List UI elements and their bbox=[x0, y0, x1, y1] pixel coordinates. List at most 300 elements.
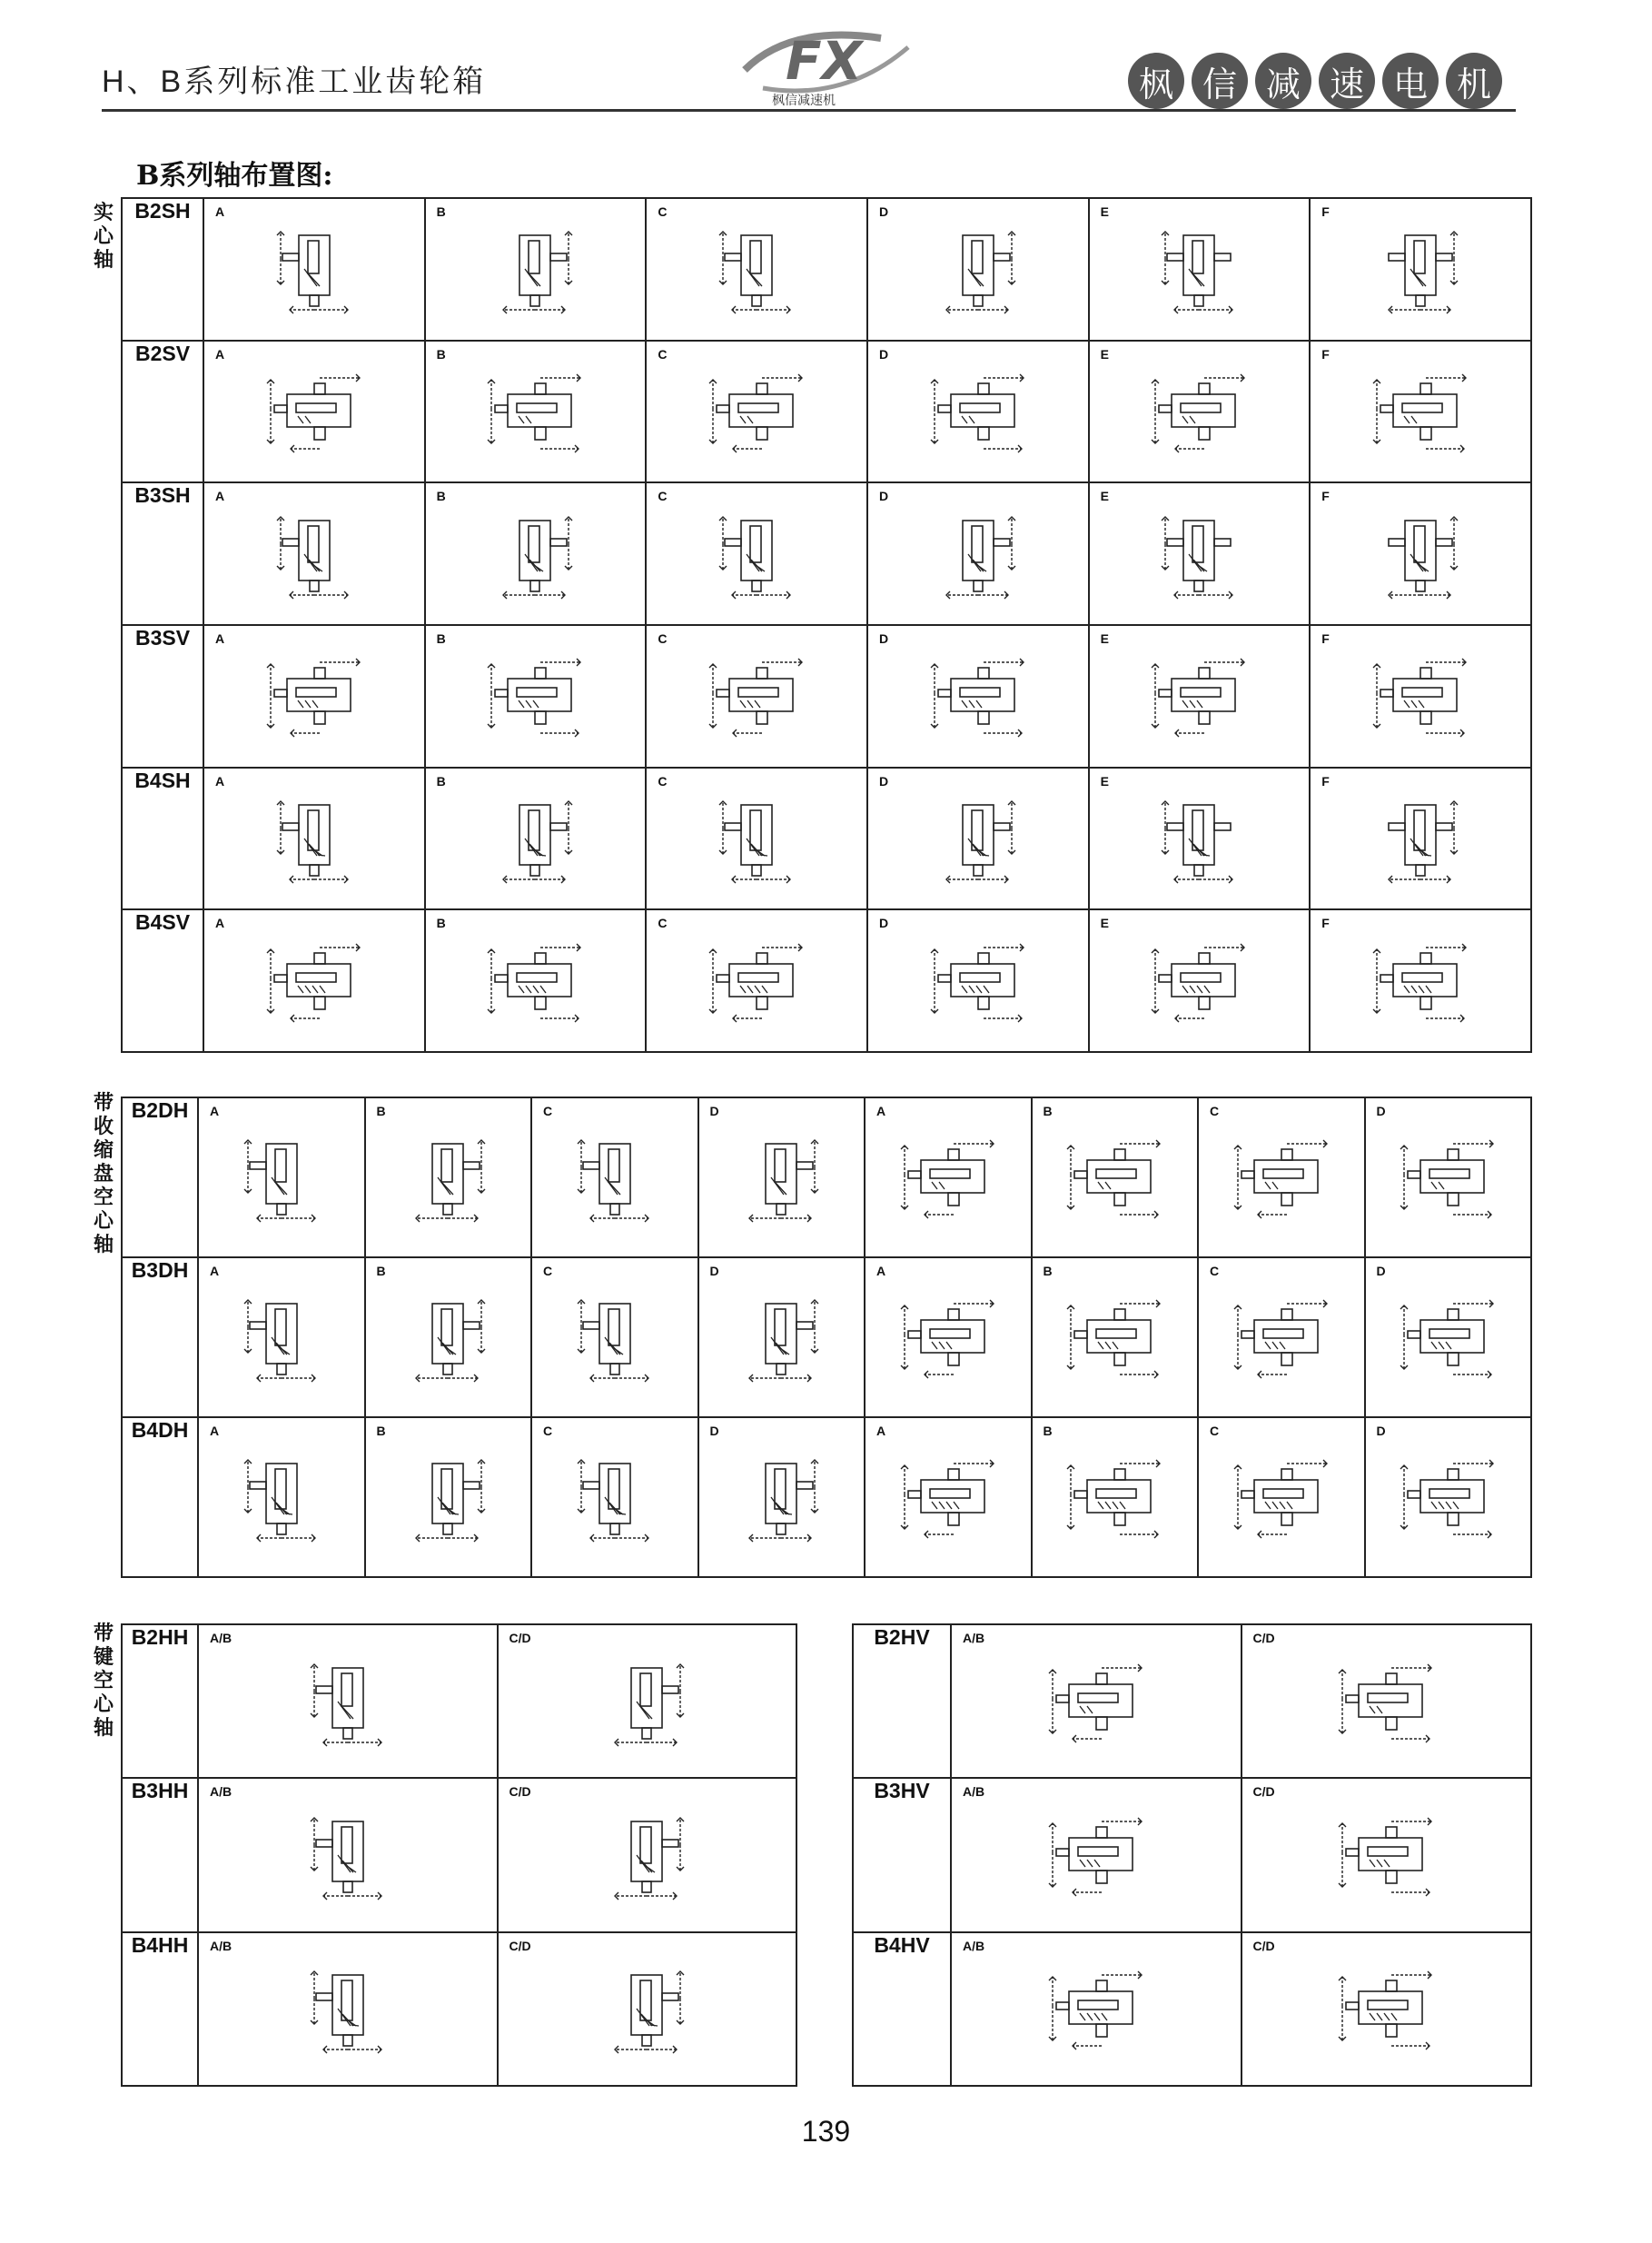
table-row bbox=[122, 1097, 1531, 1257]
diagram-wrap bbox=[199, 1625, 497, 1777]
svg-text:FX: FX bbox=[786, 30, 863, 92]
arrangement-cell bbox=[531, 1417, 698, 1577]
position-label: C bbox=[543, 1104, 553, 1118]
shaft-arrangement-diagram bbox=[1357, 362, 1484, 462]
diagram-wrap bbox=[204, 769, 424, 909]
position-label: B bbox=[376, 1264, 386, 1278]
position-label: B bbox=[1043, 1424, 1053, 1438]
shaft-arrangement-diagram bbox=[928, 219, 1028, 319]
arrangement-cell bbox=[865, 1257, 1032, 1417]
keyed-hollow-right-table bbox=[852, 1623, 1532, 2087]
diagram-wrap bbox=[1311, 769, 1530, 909]
arrangement-cell bbox=[1241, 1932, 1532, 2086]
position-label: C bbox=[658, 916, 668, 931]
diagram-wrap bbox=[1199, 1258, 1364, 1416]
logo-caption: 枫信减速机 bbox=[772, 93, 836, 107]
table-row bbox=[122, 1417, 1531, 1577]
shaft-arrangement-diagram bbox=[232, 1127, 331, 1227]
arrangement-cell bbox=[1032, 1417, 1199, 1577]
shaft-arrangement-diagram bbox=[1051, 1127, 1178, 1227]
shaft-arrangement-diagram bbox=[1149, 219, 1249, 319]
position-label: C/D bbox=[1252, 1784, 1275, 1800]
position-label: B bbox=[376, 1104, 386, 1118]
position-label: C bbox=[658, 773, 668, 789]
model-label: B3HV bbox=[853, 1778, 951, 1931]
shaft-arrangement-diagram bbox=[1384, 1287, 1511, 1387]
arrangement-cell bbox=[1241, 1624, 1532, 1778]
diagram-wrap bbox=[426, 910, 646, 1051]
position-label: D bbox=[878, 489, 889, 504]
model-label: B3DH bbox=[122, 1257, 198, 1417]
shaft-arrangement-diagram bbox=[1218, 1447, 1345, 1547]
arrangement-cell bbox=[531, 1257, 698, 1417]
arrangement-cell bbox=[867, 341, 1089, 483]
shaft-arrangement-diagram bbox=[1322, 1652, 1449, 1752]
diagram-wrap bbox=[647, 483, 866, 624]
shaft-arrangement-diagram bbox=[1149, 789, 1249, 888]
position-label: A bbox=[210, 1424, 220, 1438]
position-label: F bbox=[1321, 489, 1330, 504]
diagram-wrap bbox=[1090, 769, 1310, 909]
shaft-arrangement-diagram bbox=[565, 1127, 665, 1227]
diagram-wrap bbox=[1242, 1933, 1531, 2085]
group-label-keyed: 带 键 空 心 轴 bbox=[93, 1623, 114, 1740]
model-label: B4SH bbox=[122, 768, 203, 910]
position-label: A bbox=[215, 489, 225, 504]
shaft-arrangement-diagram bbox=[398, 1127, 498, 1227]
shaft-arrangement-diagram bbox=[1384, 1447, 1511, 1547]
diagram-wrap bbox=[699, 1258, 865, 1416]
shaft-arrangement-diagram bbox=[1384, 1127, 1511, 1227]
diagram-wrap bbox=[199, 1779, 497, 1930]
diagram-wrap bbox=[866, 1098, 1031, 1256]
position-label: A bbox=[215, 630, 225, 646]
shaft-arrangement-diagram bbox=[1135, 362, 1262, 462]
diagram-wrap bbox=[366, 1258, 531, 1416]
model-label: B3HH bbox=[122, 1778, 198, 1931]
shaft-arrangement-diagram bbox=[707, 789, 806, 888]
arrangement-cell bbox=[425, 198, 647, 341]
position-label: A bbox=[876, 1424, 886, 1438]
diagram-wrap bbox=[1311, 199, 1530, 340]
shaft-arrangement-diagram bbox=[264, 504, 364, 604]
diagram-wrap bbox=[499, 1779, 796, 1930]
shaft-arrangement-diagram bbox=[398, 1447, 498, 1547]
shaft-arrangement-diagram bbox=[485, 504, 585, 604]
shaft-arrangement-diagram bbox=[1357, 646, 1484, 746]
position-label: C bbox=[543, 1264, 553, 1278]
shaft-arrangement-diagram bbox=[398, 1287, 498, 1387]
arrangement-cell bbox=[646, 625, 867, 768]
position-label: A/B bbox=[963, 1784, 985, 1800]
diagram-wrap bbox=[1090, 342, 1310, 482]
diagram-wrap bbox=[952, 1779, 1241, 1930]
shaft-arrangement-diagram bbox=[565, 1287, 665, 1387]
shaft-arrangement-diagram bbox=[1051, 1447, 1178, 1547]
position-label: D bbox=[709, 1264, 719, 1278]
shaft-arrangement-diagram bbox=[298, 1805, 398, 1905]
brand-name bbox=[1128, 53, 1502, 109]
diagram-wrap bbox=[366, 1418, 531, 1576]
shaft-arrangement-diagram bbox=[1135, 931, 1262, 1031]
position-label: C/D bbox=[509, 1784, 531, 1800]
arrangement-cell bbox=[1241, 1778, 1532, 1931]
diagram-wrap bbox=[532, 1098, 697, 1256]
model-label: B2SV bbox=[122, 341, 203, 483]
shaft-arrangement-diagram bbox=[298, 1959, 398, 2059]
arrangement-cell bbox=[203, 909, 425, 1052]
arrangement-cell bbox=[646, 768, 867, 910]
position-label: A/B bbox=[210, 1938, 232, 1953]
table-row bbox=[122, 625, 1531, 768]
arrangement-cell bbox=[1198, 1257, 1365, 1417]
position-label: B bbox=[1043, 1104, 1053, 1118]
shaft-arrangement-diagram bbox=[597, 1652, 697, 1752]
diagram-wrap bbox=[204, 626, 424, 767]
brand-char: 速 bbox=[1319, 53, 1375, 109]
diagram-wrap bbox=[1090, 910, 1310, 1051]
arrangement-cell bbox=[198, 1257, 365, 1417]
diagram-wrap bbox=[868, 910, 1088, 1051]
shaft-arrangement-diagram bbox=[731, 1127, 831, 1227]
shaft-arrangement-diagram bbox=[1033, 1805, 1160, 1905]
diagram-wrap bbox=[647, 626, 866, 767]
position-label: A bbox=[215, 916, 225, 931]
position-label: C/D bbox=[509, 1631, 531, 1645]
position-label: C/D bbox=[1252, 1938, 1275, 1953]
shaft-arrangement-diagram bbox=[1135, 646, 1262, 746]
position-label: B bbox=[436, 204, 446, 219]
diagram-wrap bbox=[204, 342, 424, 482]
position-label: F bbox=[1321, 346, 1330, 362]
shaft-arrangement-diagram bbox=[693, 362, 820, 462]
arrangement-cell bbox=[867, 482, 1089, 625]
keyed-hollow-left-table bbox=[121, 1623, 797, 2087]
arrangement-cell bbox=[1365, 1097, 1532, 1257]
model-label: B3SV bbox=[122, 625, 203, 768]
arrangement-cell bbox=[867, 768, 1089, 910]
shaft-arrangement-diagram bbox=[485, 789, 585, 888]
shaft-arrangement-diagram bbox=[1322, 1805, 1449, 1905]
diagram-wrap bbox=[868, 199, 1088, 340]
diagram-wrap bbox=[952, 1933, 1241, 2085]
table-row bbox=[853, 1932, 1531, 2086]
diagram-wrap bbox=[199, 1933, 497, 2085]
shaft-arrangement-diagram bbox=[597, 1959, 697, 2059]
arrangement-cell bbox=[646, 909, 867, 1052]
diagram-wrap bbox=[1033, 1258, 1198, 1416]
position-label: B bbox=[436, 489, 446, 504]
arrangement-cell bbox=[425, 341, 647, 483]
position-label: D bbox=[878, 916, 889, 931]
shaft-arrangement-diagram bbox=[1033, 1652, 1160, 1752]
diagram-wrap bbox=[1033, 1418, 1198, 1576]
model-label: B4SV bbox=[122, 909, 203, 1052]
diagram-wrap bbox=[499, 1933, 796, 2085]
arrangement-cell bbox=[425, 909, 647, 1052]
diagram-wrap bbox=[426, 626, 646, 767]
position-label: B bbox=[436, 773, 446, 789]
shaft-arrangement-diagram bbox=[1370, 219, 1470, 319]
position-label: D bbox=[878, 346, 889, 362]
diagram-wrap bbox=[1090, 626, 1310, 767]
shaft-arrangement-diagram bbox=[251, 646, 378, 746]
position-label: A bbox=[876, 1104, 886, 1118]
arrangement-cell bbox=[951, 1624, 1241, 1778]
shaft-arrangement-diagram bbox=[1218, 1127, 1345, 1227]
position-label: F bbox=[1321, 204, 1330, 219]
brand-char: 减 bbox=[1255, 53, 1311, 109]
position-label: D bbox=[709, 1424, 719, 1438]
shaft-arrangement-diagram bbox=[1322, 1959, 1449, 2059]
arrangement-cell bbox=[203, 625, 425, 768]
diagram-wrap bbox=[647, 342, 866, 482]
diagram-wrap bbox=[647, 910, 866, 1051]
position-label: F bbox=[1321, 773, 1330, 789]
position-label: E bbox=[1100, 630, 1109, 646]
brand-char: 电 bbox=[1382, 53, 1439, 109]
shaft-arrangement-diagram bbox=[1149, 504, 1249, 604]
diagram-wrap bbox=[866, 1418, 1031, 1576]
position-label: D bbox=[878, 204, 889, 219]
arrangement-cell bbox=[867, 198, 1089, 341]
position-label: C bbox=[658, 346, 668, 362]
diagram-wrap bbox=[199, 1258, 364, 1416]
arrangement-cell bbox=[951, 1932, 1241, 2086]
shaft-arrangement-diagram bbox=[471, 646, 598, 746]
position-label: A bbox=[215, 346, 225, 362]
diagram-wrap bbox=[952, 1625, 1241, 1777]
shaft-arrangement-diagram bbox=[707, 504, 806, 604]
shaft-arrangement-diagram bbox=[471, 362, 598, 462]
diagram-wrap bbox=[866, 1258, 1031, 1416]
arrangement-cell bbox=[198, 1624, 498, 1778]
arrangement-cell bbox=[867, 625, 1089, 768]
diagram-wrap bbox=[532, 1258, 697, 1416]
arrangement-cell bbox=[1089, 198, 1311, 341]
shaft-arrangement-diagram bbox=[1370, 504, 1470, 604]
position-label: E bbox=[1100, 773, 1109, 789]
arrangement-cell bbox=[365, 1257, 532, 1417]
group-label-solid: 实 心 轴 bbox=[93, 202, 114, 272]
position-label: A/B bbox=[963, 1938, 985, 1953]
diagram-wrap bbox=[199, 1418, 364, 1576]
position-label: D bbox=[1376, 1104, 1386, 1118]
arrangement-cell bbox=[425, 482, 647, 625]
diagram-wrap bbox=[1311, 483, 1530, 624]
table-row bbox=[122, 482, 1531, 625]
model-label: B2DH bbox=[122, 1097, 198, 1257]
table-row bbox=[853, 1624, 1531, 1778]
shaft-arrangement-diagram bbox=[885, 1287, 1012, 1387]
arrangement-cell bbox=[531, 1097, 698, 1257]
arrangement-cell bbox=[1310, 482, 1531, 625]
diagram-wrap bbox=[426, 199, 646, 340]
diagram-wrap bbox=[1090, 199, 1310, 340]
diagram-wrap bbox=[1311, 910, 1530, 1051]
solid-shaft-table bbox=[121, 197, 1532, 1053]
arrangement-cell bbox=[646, 482, 867, 625]
table-row bbox=[122, 1257, 1531, 1417]
diagram-wrap bbox=[1311, 342, 1530, 482]
arrangement-cell bbox=[203, 198, 425, 341]
model-label: B4DH bbox=[122, 1417, 198, 1577]
position-label: D bbox=[878, 773, 889, 789]
table-row bbox=[122, 768, 1531, 910]
diagram-wrap bbox=[868, 483, 1088, 624]
table-row bbox=[122, 198, 1531, 341]
position-label: E bbox=[1100, 916, 1109, 931]
arrangement-cell bbox=[1032, 1097, 1199, 1257]
arrangement-cell bbox=[1032, 1257, 1199, 1417]
model-label: B2HV bbox=[853, 1624, 951, 1778]
position-label: C bbox=[658, 630, 668, 646]
arrangement-cell bbox=[198, 1778, 498, 1931]
arrangement-cell bbox=[1198, 1097, 1365, 1257]
arrangement-cell bbox=[203, 768, 425, 910]
position-label: C bbox=[658, 489, 668, 504]
position-label: B bbox=[1043, 1264, 1053, 1278]
group-label-shrink: 带 收 缩 盘 空 心 轴 bbox=[93, 1092, 114, 1256]
diagram-wrap bbox=[1199, 1418, 1364, 1576]
arrangement-cell bbox=[1089, 341, 1311, 483]
shaft-arrangement-diagram bbox=[915, 362, 1042, 462]
arrangement-cell bbox=[203, 341, 425, 483]
header-rule bbox=[102, 109, 1516, 112]
arrangement-cell bbox=[646, 198, 867, 341]
position-label: E bbox=[1100, 346, 1109, 362]
diagram-wrap bbox=[532, 1418, 697, 1576]
position-label: B bbox=[436, 346, 446, 362]
table-row bbox=[122, 1624, 796, 1778]
diagram-wrap bbox=[426, 483, 646, 624]
position-label: C bbox=[1210, 1104, 1220, 1118]
shaft-arrangement-diagram bbox=[885, 1447, 1012, 1547]
position-label: A bbox=[876, 1264, 886, 1278]
table-row bbox=[122, 909, 1531, 1052]
arrangement-cell bbox=[865, 1097, 1032, 1257]
position-label: A/B bbox=[963, 1631, 985, 1645]
arrangement-cell bbox=[1089, 625, 1311, 768]
diagram-wrap bbox=[868, 342, 1088, 482]
arrangement-cell bbox=[365, 1097, 532, 1257]
arrangement-cell bbox=[1310, 198, 1531, 341]
arrangement-cell bbox=[1310, 909, 1531, 1052]
page-number: 139 bbox=[801, 2115, 851, 2148]
shaft-arrangement-diagram bbox=[1051, 1287, 1178, 1387]
header-title: H、B系列标准工业齿轮箱 bbox=[102, 65, 487, 99]
shaft-arrangement-diagram bbox=[251, 362, 378, 462]
arrangement-cell bbox=[867, 909, 1089, 1052]
diagram-wrap bbox=[1090, 483, 1310, 624]
shrink-disc-table bbox=[121, 1097, 1532, 1578]
model-label: B3SH bbox=[122, 482, 203, 625]
diagram-wrap bbox=[204, 910, 424, 1051]
arrangement-cell bbox=[365, 1417, 532, 1577]
shaft-arrangement-diagram bbox=[251, 931, 378, 1031]
arrangement-cell bbox=[1089, 482, 1311, 625]
diagram-wrap bbox=[868, 769, 1088, 909]
position-label: A bbox=[210, 1104, 220, 1118]
arrangement-cell bbox=[865, 1417, 1032, 1577]
diagram-wrap bbox=[199, 1098, 364, 1256]
diagram-wrap bbox=[204, 199, 424, 340]
arrangement-cell bbox=[425, 625, 647, 768]
brand-char: 机 bbox=[1446, 53, 1502, 109]
arrangement-cell bbox=[425, 768, 647, 910]
model-label: B4HV bbox=[853, 1932, 951, 2086]
model-label: B2HH bbox=[122, 1624, 198, 1778]
diagram-wrap bbox=[699, 1098, 865, 1256]
model-label: B4HH bbox=[122, 1932, 198, 2086]
diagram-wrap bbox=[1033, 1098, 1198, 1256]
shaft-arrangement-diagram bbox=[693, 931, 820, 1031]
arrangement-cell bbox=[646, 341, 867, 483]
arrangement-cell bbox=[198, 1417, 365, 1577]
position-label: A/B bbox=[210, 1784, 232, 1800]
diagram-wrap bbox=[1242, 1625, 1531, 1777]
arrangement-cell bbox=[951, 1778, 1241, 1931]
diagram-wrap bbox=[1366, 1418, 1531, 1576]
section-title: B系列轴布置图: bbox=[136, 160, 333, 192]
diagram-wrap bbox=[204, 483, 424, 624]
arrangement-cell bbox=[198, 1097, 365, 1257]
shaft-arrangement-diagram bbox=[885, 1127, 1012, 1227]
position-label: C/D bbox=[509, 1938, 531, 1953]
arrangement-cell bbox=[698, 1417, 866, 1577]
shaft-arrangement-diagram bbox=[232, 1287, 331, 1387]
brand-char: 枫 bbox=[1128, 53, 1184, 109]
diagram-wrap bbox=[499, 1625, 796, 1777]
shaft-arrangement-diagram bbox=[264, 789, 364, 888]
table-row bbox=[853, 1778, 1531, 1931]
arrangement-cell bbox=[203, 482, 425, 625]
arrangement-cell bbox=[198, 1932, 498, 2086]
position-label: E bbox=[1100, 204, 1109, 219]
position-label: D bbox=[709, 1104, 719, 1118]
shaft-arrangement-diagram bbox=[1033, 1959, 1160, 2059]
shaft-arrangement-diagram bbox=[597, 1805, 697, 1905]
diagram-wrap bbox=[647, 199, 866, 340]
position-label: A bbox=[210, 1264, 220, 1278]
table-row bbox=[122, 341, 1531, 483]
shaft-arrangement-diagram bbox=[1370, 789, 1470, 888]
arrangement-cell bbox=[1365, 1417, 1532, 1577]
position-label: A bbox=[215, 204, 225, 219]
position-label: D bbox=[1376, 1264, 1386, 1278]
position-label: C bbox=[1210, 1264, 1220, 1278]
arrangement-cell bbox=[1089, 909, 1311, 1052]
shaft-arrangement-diagram bbox=[485, 219, 585, 319]
diagram-wrap bbox=[868, 626, 1088, 767]
shaft-arrangement-diagram bbox=[915, 646, 1042, 746]
diagram-wrap bbox=[1366, 1258, 1531, 1416]
arrangement-cell bbox=[1310, 341, 1531, 483]
shaft-arrangement-diagram bbox=[264, 219, 364, 319]
arrangement-cell bbox=[1310, 625, 1531, 768]
position-label: C bbox=[658, 204, 668, 219]
arrangement-cell bbox=[498, 1624, 797, 1778]
arrangement-cell bbox=[1365, 1257, 1532, 1417]
shaft-arrangement-diagram bbox=[731, 1447, 831, 1547]
arrangement-cell bbox=[1198, 1417, 1365, 1577]
position-label: A bbox=[215, 773, 225, 789]
position-label: A/B bbox=[210, 1631, 232, 1645]
arrangement-cell bbox=[698, 1097, 866, 1257]
diagram-wrap bbox=[1366, 1098, 1531, 1256]
shaft-arrangement-diagram bbox=[471, 931, 598, 1031]
position-label: F bbox=[1321, 630, 1330, 646]
